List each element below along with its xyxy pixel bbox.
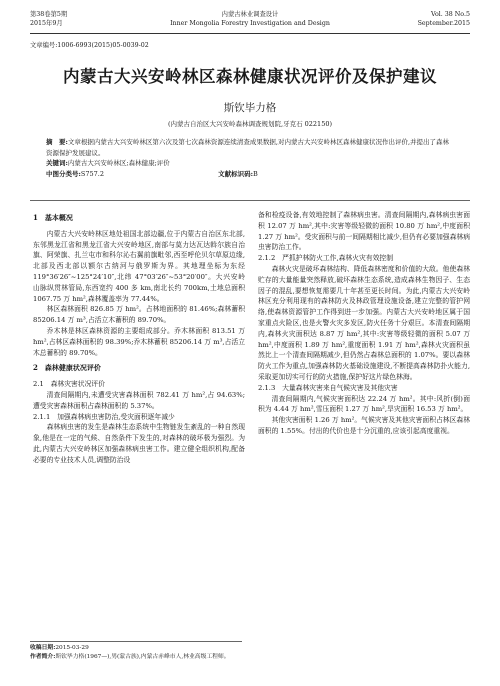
volume-issue: 第38卷第5期 — [30, 11, 68, 18]
author-name: 斯钦毕力格 — [223, 102, 277, 114]
continued-paragraph: 备和检疫设备,有效地控制了森林病虫害。清查间隔期内,森林病虫害面积 12.07 万 hm²,其中:灾害等级轻微的面积 10.80 万 hm²,中度面积 1.27 万 hm²。受灾面积与前一间隔期相比减少,但仍有必要加强森林病虫害防治工作。 — [258, 211, 470, 252]
left-column — [33, 213, 245, 466]
keywords — [46, 158, 454, 169]
doc-code-label: 文献标识码: — [218, 169, 253, 178]
section-1-paragraph-2: 林区森林面积 826.85 万 hm²。占林地面积的 81.46%;森林蓄积 85206.14 万 m³,占活立木蓄积的 89.70%。 — [33, 305, 245, 325]
abstract — [46, 137, 454, 158]
footnote — [30, 641, 242, 663]
author-bio-label: 作者简介: — [30, 654, 56, 661]
section-2-1-2-paragraph: 森林火灾是破坏森林结构、降低森林密度和价值的大敌。他使森林贮存的大量能量突然释放,破坏森林生态系统,造成森林生物因子、生态因子的混乱,要想恢复需要几十年甚至更长时间。为此,内蒙古大兴安岭林区充分利用现有的森林防火及林政管理设施设备,建立完整的管护网络,使森林资源管护工作得到进一步加强。内蒙古大兴安岭地区属于国家重点火险区,也是火警火灾多发区,防火任务十分艰巨。本清查间隔期内,森林火灾面积达 8.87 万 hm²,其中:灾害等级轻微的面积 5.07 万 hm²,中度面积 1.89 万 hm²,重度面积 1.91 万 hm²,森林火灾面积虽然比上一个清查间隔期减少,但仍然占森林总面积的 1.07%。要以森林防火工作为重点,加强森林防火基础设施建设,不断提高森林防扑火能力,采取更加切实可行的防火措施,保护好这片绿色林海。 — [258, 264, 470, 381]
header-center — [30, 10, 470, 28]
section-2-1-paragraph: 清查间隔期内,未遭受灾害森林面积 782.41 万 hm²,占 94.63%;遭受灾害森林面积占森林面积的 5.37%。 — [33, 390, 245, 410]
section-2-1-1-paragraph: 森林病虫害的发生是森林生态系统中生物链发生紊乱的一种自然现象,他是在一定的气候、自然条件下发生的,对森林的破坏极为强烈。为此,内蒙古大兴安岭林区加强森林病虫害工作。建立健全组织机构,配备必要的专业技术人员,调整防治设 — [33, 423, 245, 464]
section-1-paragraph-1: 内蒙古大兴安岭林区地处祖国北部边疆,位于内蒙古自治区东北部,东邻黑龙江省和黑龙江省大兴安岭地区,南部与莫力达瓦达斡尔族自治旗、阿荣旗、扎兰屯市和科尔沁右翼前旗毗邻,西至呼伦贝尔草原边缘,北部及西北部以额尔古纳河与俄罗斯为界。其地理坐标为东经 119°36′26″~125°24′10″,北纬 47°03′26″~53°20′00″。大兴安岭山脉纵贯林管局,东西宽约 400 多 km,南北长约 700km,土地总面积 1067.75 万 hm²,森林覆盖率为 77.44%。 — [33, 229, 245, 303]
doc-code: B — [252, 169, 258, 178]
section-1-paragraph-3: 乔木林是林区森林资源的主要组成部分。乔木林面积 813.51 万 hm²,占林区森林面积的 98.39%;乔木林蓄积 85206.14 万 m³,占活立木总蓄积的 89.70%。 — [33, 326, 245, 357]
abstract-separator — [30, 200, 470, 201]
right-column — [258, 210, 470, 437]
issue-date-en: September.2015 — [417, 20, 470, 27]
section-2-1-2-heading: 2.1.2 严抓护林防火工作,森林火灾有效控制 — [258, 254, 394, 263]
section-2-1-heading: 2.1 森林灾害状况评价 — [33, 380, 105, 389]
abstract-label: 摘 要: — [46, 138, 68, 146]
doc-number: 文章编号:1006-6993(2015)05-0039-02 — [30, 42, 149, 49]
section-2-1-3-paragraph-2: 其他灾害面积 1.26 万 hm²。气候灾害及其他灾害面积占林区森林面积的 1.55%。付出的代价也是十分沉重的,应该引起高度重视。 — [258, 416, 470, 435]
classification-row — [46, 169, 454, 180]
volume-issue-en: Vol. 38 No.5 — [431, 11, 470, 18]
section-1-heading: 1 基本概况 — [33, 213, 73, 222]
journal-name-cn: 内蒙古林业调查设计 — [221, 11, 279, 18]
section-2-heading: 2 森林健康状况评价 — [33, 363, 101, 373]
issue-date: 2015年9月 — [30, 20, 63, 27]
author-bio — [30, 653, 242, 662]
abstract-text: 文章根据内蒙古大兴安岭林区第六次及第七次森林资源连续清查成果数据,对内蒙古大兴安岭林区森林健康状况作出评价,并提出了森林资源保护发展建议。 — [46, 138, 450, 157]
section-2-1-3-paragraph-1: 清查间隔期内,气候灾害面积达 22.24 万 hm²。其中:风折(倒)面积为 4.44 万 hm²,雪压面积 1.27 万 hm²,旱灾面积 16.53 万 hm²。 — [258, 394, 470, 414]
affiliation: (内蒙古自治区大兴安岭森林调查规划院,牙克石 022150) — [167, 120, 333, 128]
header-rule — [30, 33, 470, 34]
received-date — [30, 644, 242, 653]
clc-label: 中图分类号: — [46, 169, 81, 178]
header-right — [418, 10, 470, 28]
section-2-1-1-heading: 2.1.1 加强森林病虫害防治,受灾面积逐年减少 — [33, 412, 175, 421]
keywords-text: 内蒙古大兴安岭林区;森林健康;评价 — [67, 159, 170, 168]
abstract-block — [46, 137, 454, 179]
section-2-1-3-heading: 2.1.3 大量森林灾害来自气候灾害及其他灾害 — [258, 383, 398, 392]
clc-number: S757.2 — [80, 169, 104, 178]
received-label: 收稿日期: — [30, 645, 56, 651]
received-value: 2015-03-29 — [55, 645, 89, 651]
author-bio-text: 斯钦毕力格(1967—),男(蒙古族),内蒙古赤峰市人,林业高级工程师。 — [55, 654, 230, 661]
keywords-label: 关键词: — [46, 159, 68, 168]
paper-title: 内蒙古大兴安岭林区森林健康状况评价及保护建议 — [63, 67, 437, 86]
journal-name-en: Inner Mongolia Forestry Investigation and Design — [170, 20, 330, 27]
